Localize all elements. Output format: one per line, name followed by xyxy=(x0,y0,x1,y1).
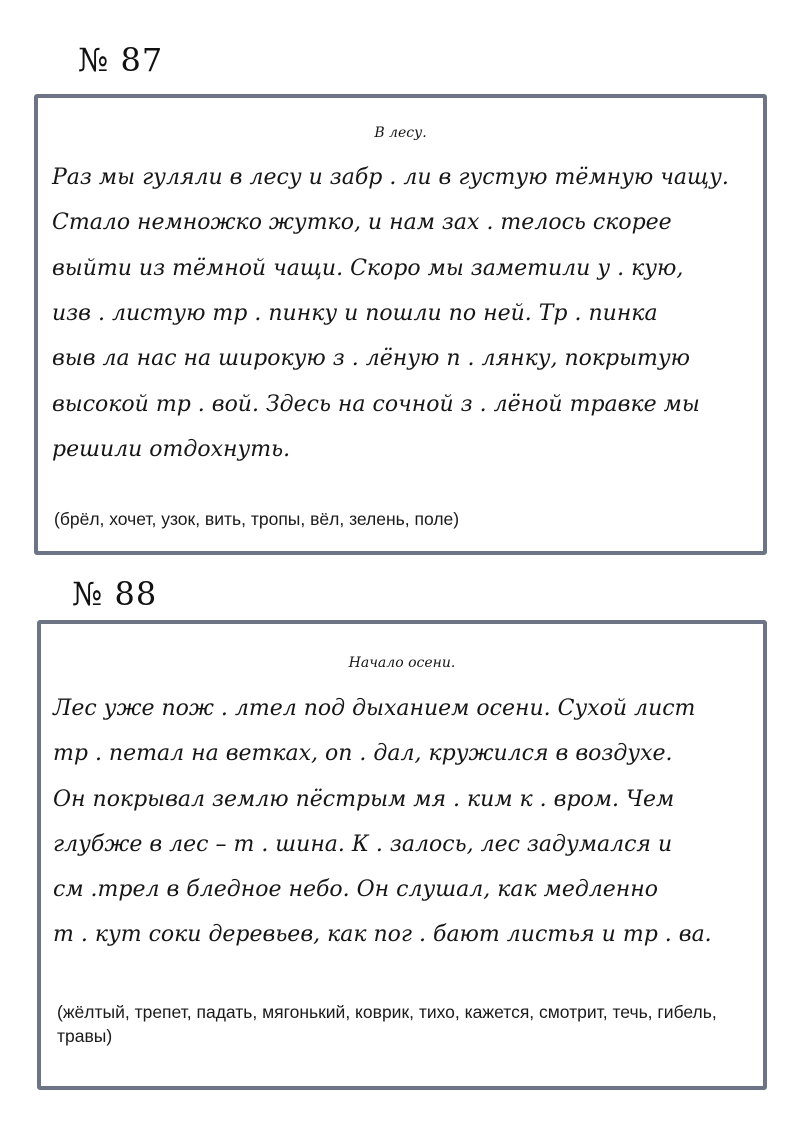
exercise-88-title: Начало осени. xyxy=(348,655,456,671)
exercise-87-line-3: выйти из тёмной чащи. Скоро мы заметили у . кую, xyxy=(52,256,684,281)
exercise-87-word-hints: (брёл, хочет, узок, вить, тропы, вёл, зелень, поле) xyxy=(54,509,460,529)
exercise-87-line-4: изв . листую тр . пинку и пошли по ней. Тр . пинка xyxy=(52,301,658,326)
exercise-88-number: № 88 xyxy=(72,575,158,613)
exercise-88-card xyxy=(37,620,767,1090)
exercise-87-title: В лесу. xyxy=(374,125,427,141)
exercise-88-line-4: глубже в лес – т . шина. К . залось, лес задумался и xyxy=(53,832,673,857)
exercise-87-line-5: выв ла нас на широкую з . лёную п . лянку, покрытую xyxy=(52,346,691,371)
exercise-87-card xyxy=(34,94,767,555)
exercise-88-line-1: Лес уже пож . лтел под дыханием осени. Сухой лист xyxy=(53,696,696,721)
exercise-87-line-6: высокой тр . вой. Здесь на сочной з . лёной травке мы xyxy=(52,392,700,417)
exercise-87-line-1: Раз мы гуляли в лесу и забр . ли в густую тёмную чащу. xyxy=(52,165,729,190)
exercise-88-word-hints: (жёлтый, трепет, падать, мягонький, коврик, тихо, кажется, смотрит, течь, гибель, травы) xyxy=(57,1002,717,1046)
exercise-88-line-5: см .трел в бледное небо. Он слушал, как медленно xyxy=(53,877,659,902)
exercise-88-line-2: тр . петал на ветках, оп . дал, кружился в воздухе. xyxy=(53,741,673,766)
exercise-87-line-2: Стало немножко жутко, и нам зах . телось скорее xyxy=(52,210,672,235)
exercise-88-line-6: т . кут соки деревьев, как пог . бают листья и тр . ва. xyxy=(53,922,712,947)
exercise-87-number: № 87 xyxy=(78,41,164,79)
exercise-88-line-3: Он покрывал землю пёстрым мя . ким к . вром. Чем xyxy=(53,787,675,812)
exercise-87-line-7: решили отдохнуть. xyxy=(52,437,291,462)
